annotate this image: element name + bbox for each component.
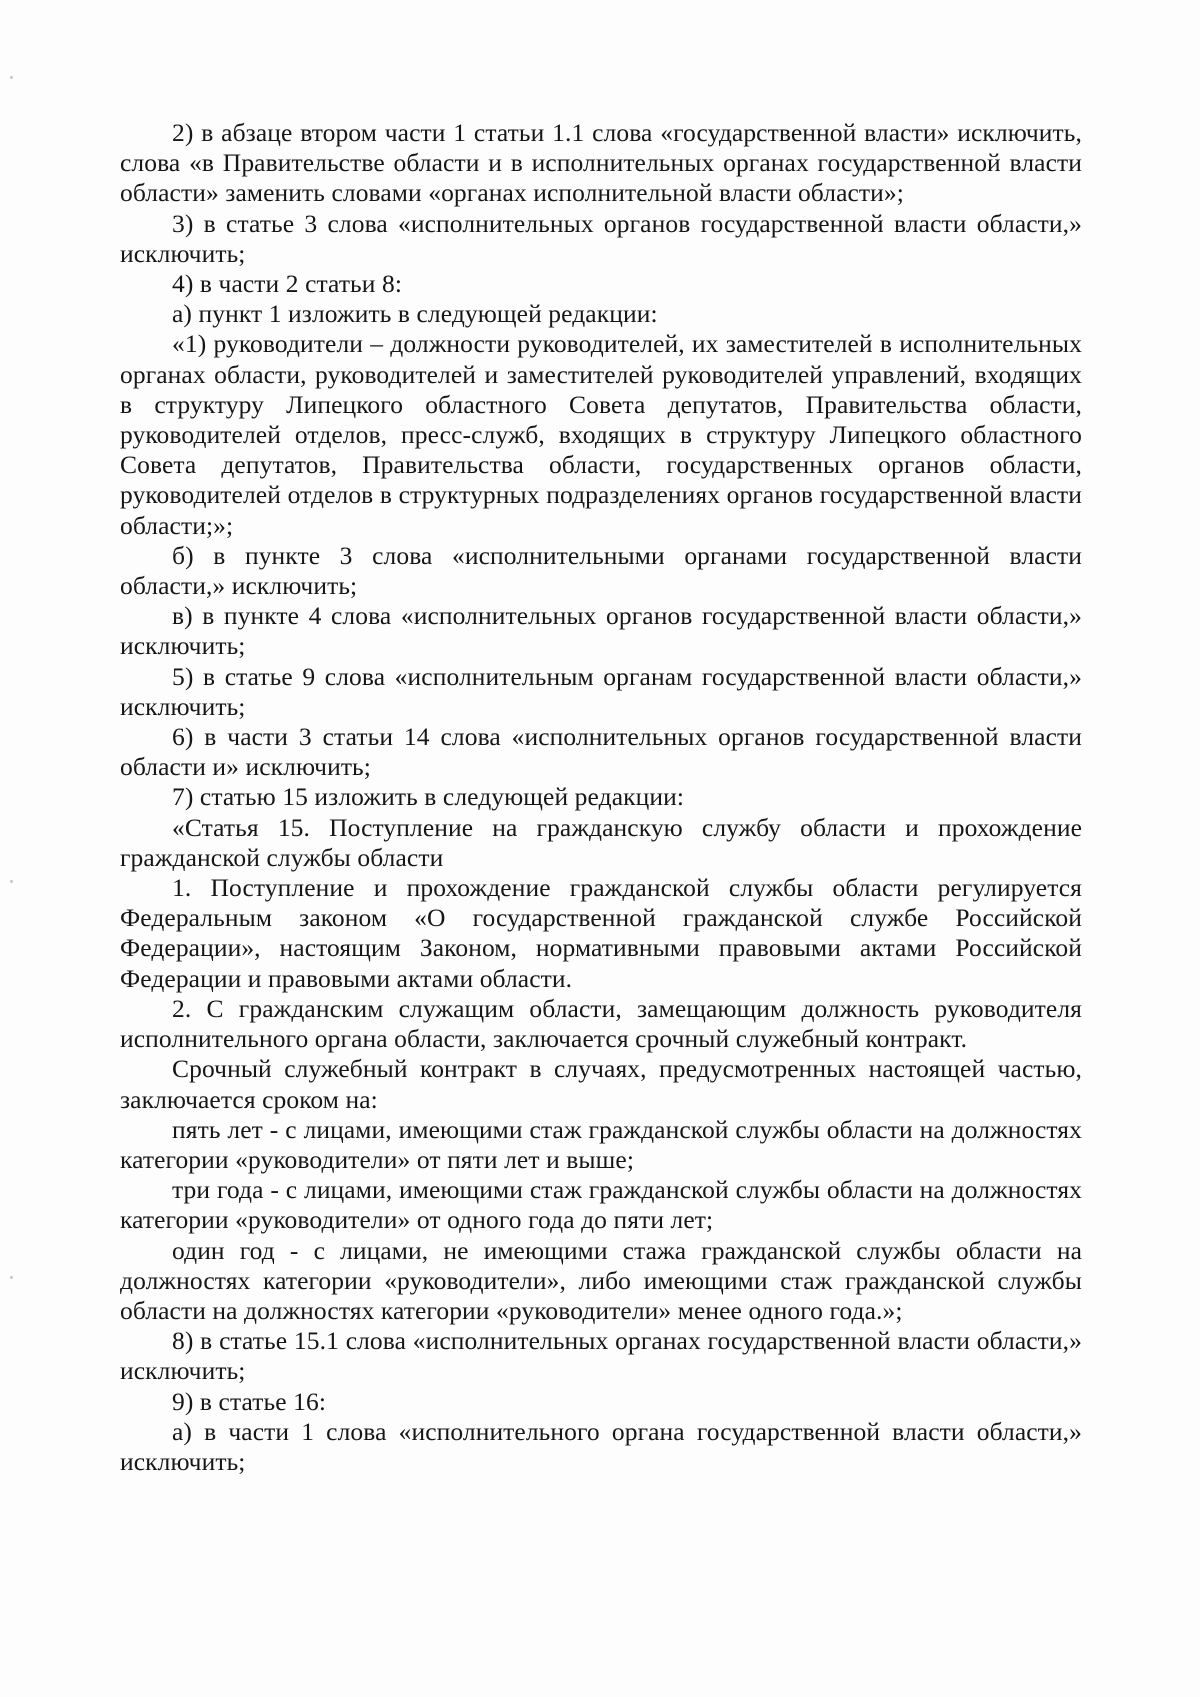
paragraph: 6) в части 3 статьи 14 слова «исполнительных органов государственной власти области и» исключить; xyxy=(120,722,1082,782)
paragraph: «1) руководители – должности руководителей, их заместителей в исполнительных органах области, руководителей и заместителей руководителей управлений, входящих в структуру Липецкого областного Совета депутатов, Правительства области, руководителей отделов, пресс-служб, входящих в структуру Липецкого областного Совета депутатов, Правительства области, государственных органов области, руководителей отделов в структурных подразделениях органов государственной власти области;»; xyxy=(120,329,1082,540)
paragraph: а) в части 1 слова «исполнительного органа государственной власти области,» исключить; xyxy=(120,1416,1082,1476)
document-body xyxy=(120,118,1082,1477)
paragraph: 8) в статье 15.1 слова «исполнительных органах государственной власти области,» исключить; xyxy=(120,1326,1082,1386)
paragraph: 4) в части 2 статьи 8: xyxy=(172,269,403,299)
paragraph: три года - с лицами, имеющими стаж гражданской службы области на должностях категории «руководители» от одного года до пяти лет; xyxy=(120,1175,1082,1235)
paragraph: один год - с лицами, не имеющими стажа гражданской службы области на должностях категории «руководители», либо имеющими стаж гражданской службы области на должностях категории «руководители» менее одного года.»; xyxy=(120,1235,1082,1325)
scan-artifact xyxy=(10,880,13,883)
scan-artifact xyxy=(10,1276,13,1279)
paragraph: 1. Поступление и прохождение гражданской службы области регулируется Федеральным законом «О государственной гражданской службе Российской Федерации», настоящим Законом, нормативными правовыми актами Российской Федерации и правовыми актами области. xyxy=(120,873,1082,993)
paragraph: б) в пункте 3 слова «исполнительными органами государственной власти области,» исключить; xyxy=(120,540,1082,601)
paragraph: «Статья 15. Поступление на гражданскую службу области и прохождение гражданской службы области xyxy=(120,812,1082,872)
paragraph: пять лет - с лицами, имеющими стаж гражданской службы области на должностях категории «руководители» от пяти лет и выше; xyxy=(120,1114,1082,1174)
paragraph: 2. С гражданским служащим области, замещающим должность руководителя исполнительного органа области, заключается срочный служебный контракт. xyxy=(120,993,1082,1054)
paragraph: 2) в абзаце втором части 1 статьи 1.1 слова «государственной власти» исключить, слова «в Правительстве области и в исполнительных органах государственной власти области» заменить словами «органах исполнительной власти области»; xyxy=(120,118,1082,208)
paragraph: 3) в статье 3 слова «исполнительных органов государственной власти области,» исключить; xyxy=(120,208,1082,268)
scan-artifact xyxy=(10,76,13,79)
paragraph: а) пункт 1 изложить в следующей редакции: xyxy=(172,299,658,329)
paragraph: 9) в статье 16: xyxy=(172,1386,327,1416)
paragraph: в) в пункте 4 слова «исполнительных органов государственной власти области,» исключить; xyxy=(120,601,1082,661)
paragraph: 7) статью 15 изложить в следующей редакции: xyxy=(172,782,685,812)
paragraph: 5) в статье 9 слова «исполнительным органам государственной власти области,» исключить; xyxy=(120,661,1082,721)
paragraph: Срочный служебный контракт в случаях, предусмотренных настоящей частью, заключается сроком на: xyxy=(120,1054,1082,1114)
